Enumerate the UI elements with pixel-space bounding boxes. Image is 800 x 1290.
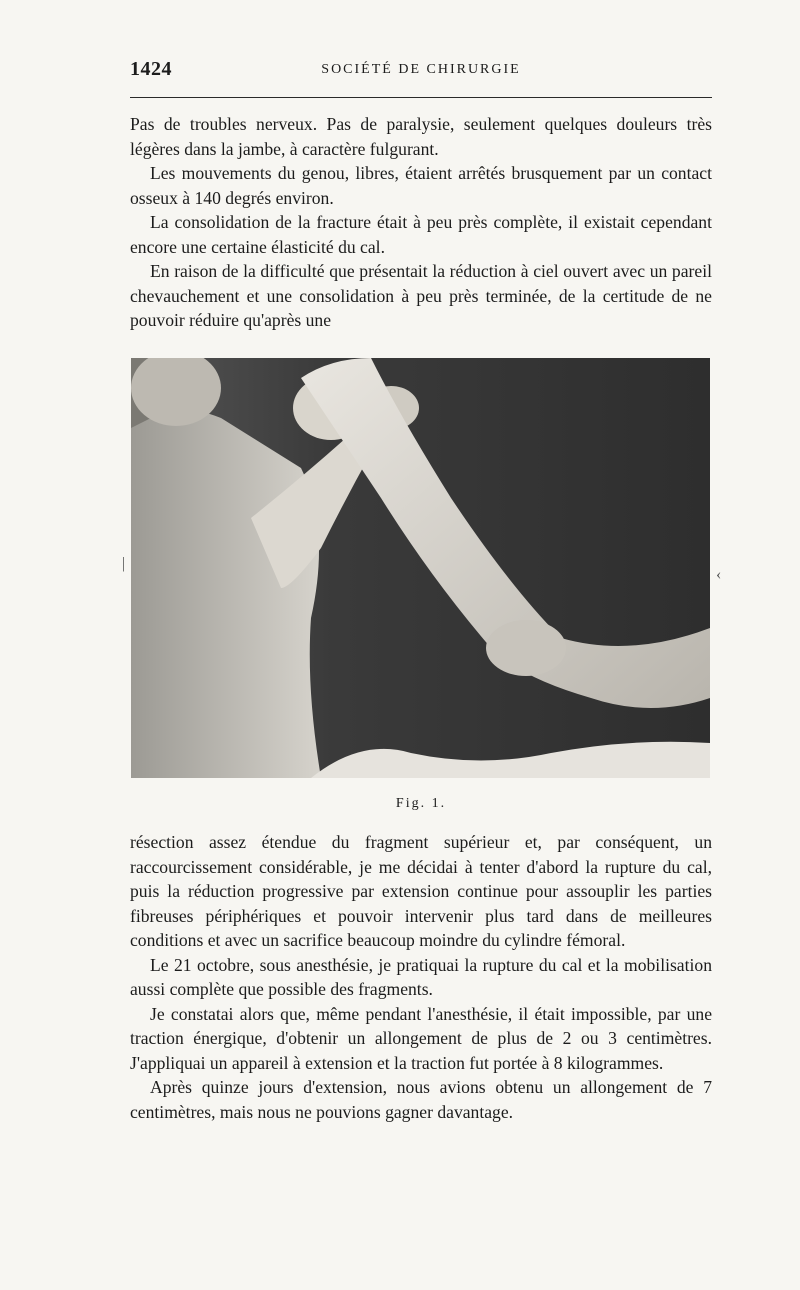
paragraph: La consolidation de la fracture était à peu près complète, il existait cependant encore une certaine élasticité du cal. xyxy=(130,212,712,257)
paragraph: Pas de troubles nerveux. Pas de paralysie, seulement quelques douleurs très légères dans la jambe, à caractère fulgurant. xyxy=(130,114,712,159)
margin-mark-left: | xyxy=(122,555,126,572)
paragraph: Je constatai alors que, même pendant l'anesthésie, il était impossible, par une traction énergique, d'obtenir un allongement de plus de 2 ou 3 centimètres. J'appliquai un appareil à extension et la traction fut portée à 8 kilogrammes. xyxy=(130,1003,712,1073)
paragraph: Après quinze jours d'extension, nous avions obtenu un allongement de 7 centimètres, mais nous ne pouvions gagner davantage. xyxy=(130,1077,712,1122)
running-title: SOCIÉTÉ DE CHIRURGIE xyxy=(321,62,521,77)
paragraph: En raison de la difficulté que présentait la réduction à ciel ouvert avec un pareil chevauchement et une consolidation à peu près terminée, de la certitude de ne pouvoir réduire qu'après une xyxy=(130,261,712,330)
figure-caption: Fig. 1. xyxy=(395,796,447,811)
page-number: 1424 xyxy=(130,58,172,80)
body-text-bottom xyxy=(130,830,712,1124)
paragraph: résection assez étendue du fragment supérieur et, par conséquent, un raccourcissement considérable, je me décidai à tenter d'abord la rupture du cal, puis la réduction progressive par extension continue pour assouplir les parties fibreuses périphériques et pouvoir intervenir plus tard dans de meilleures conditions et avec un sacrifice beaucoup moindre du cylindre fémoral. xyxy=(130,832,712,950)
page-header xyxy=(130,58,712,88)
figure-photograph xyxy=(131,358,710,778)
header-rule xyxy=(130,97,712,98)
margin-mark-right: ‹ xyxy=(716,566,722,583)
paragraph: Le 21 octobre, sous anesthésie, je pratiquai la rupture du cal et la mobilisation aussi complète que possible des fragments. xyxy=(130,954,712,999)
photo-illustration xyxy=(131,358,710,778)
paragraph: Les mouvements du genou, libres, étaient arrêtés brusquement par un contact osseux à 140 degrés environ. xyxy=(130,163,712,208)
body-text-top xyxy=(130,112,712,333)
